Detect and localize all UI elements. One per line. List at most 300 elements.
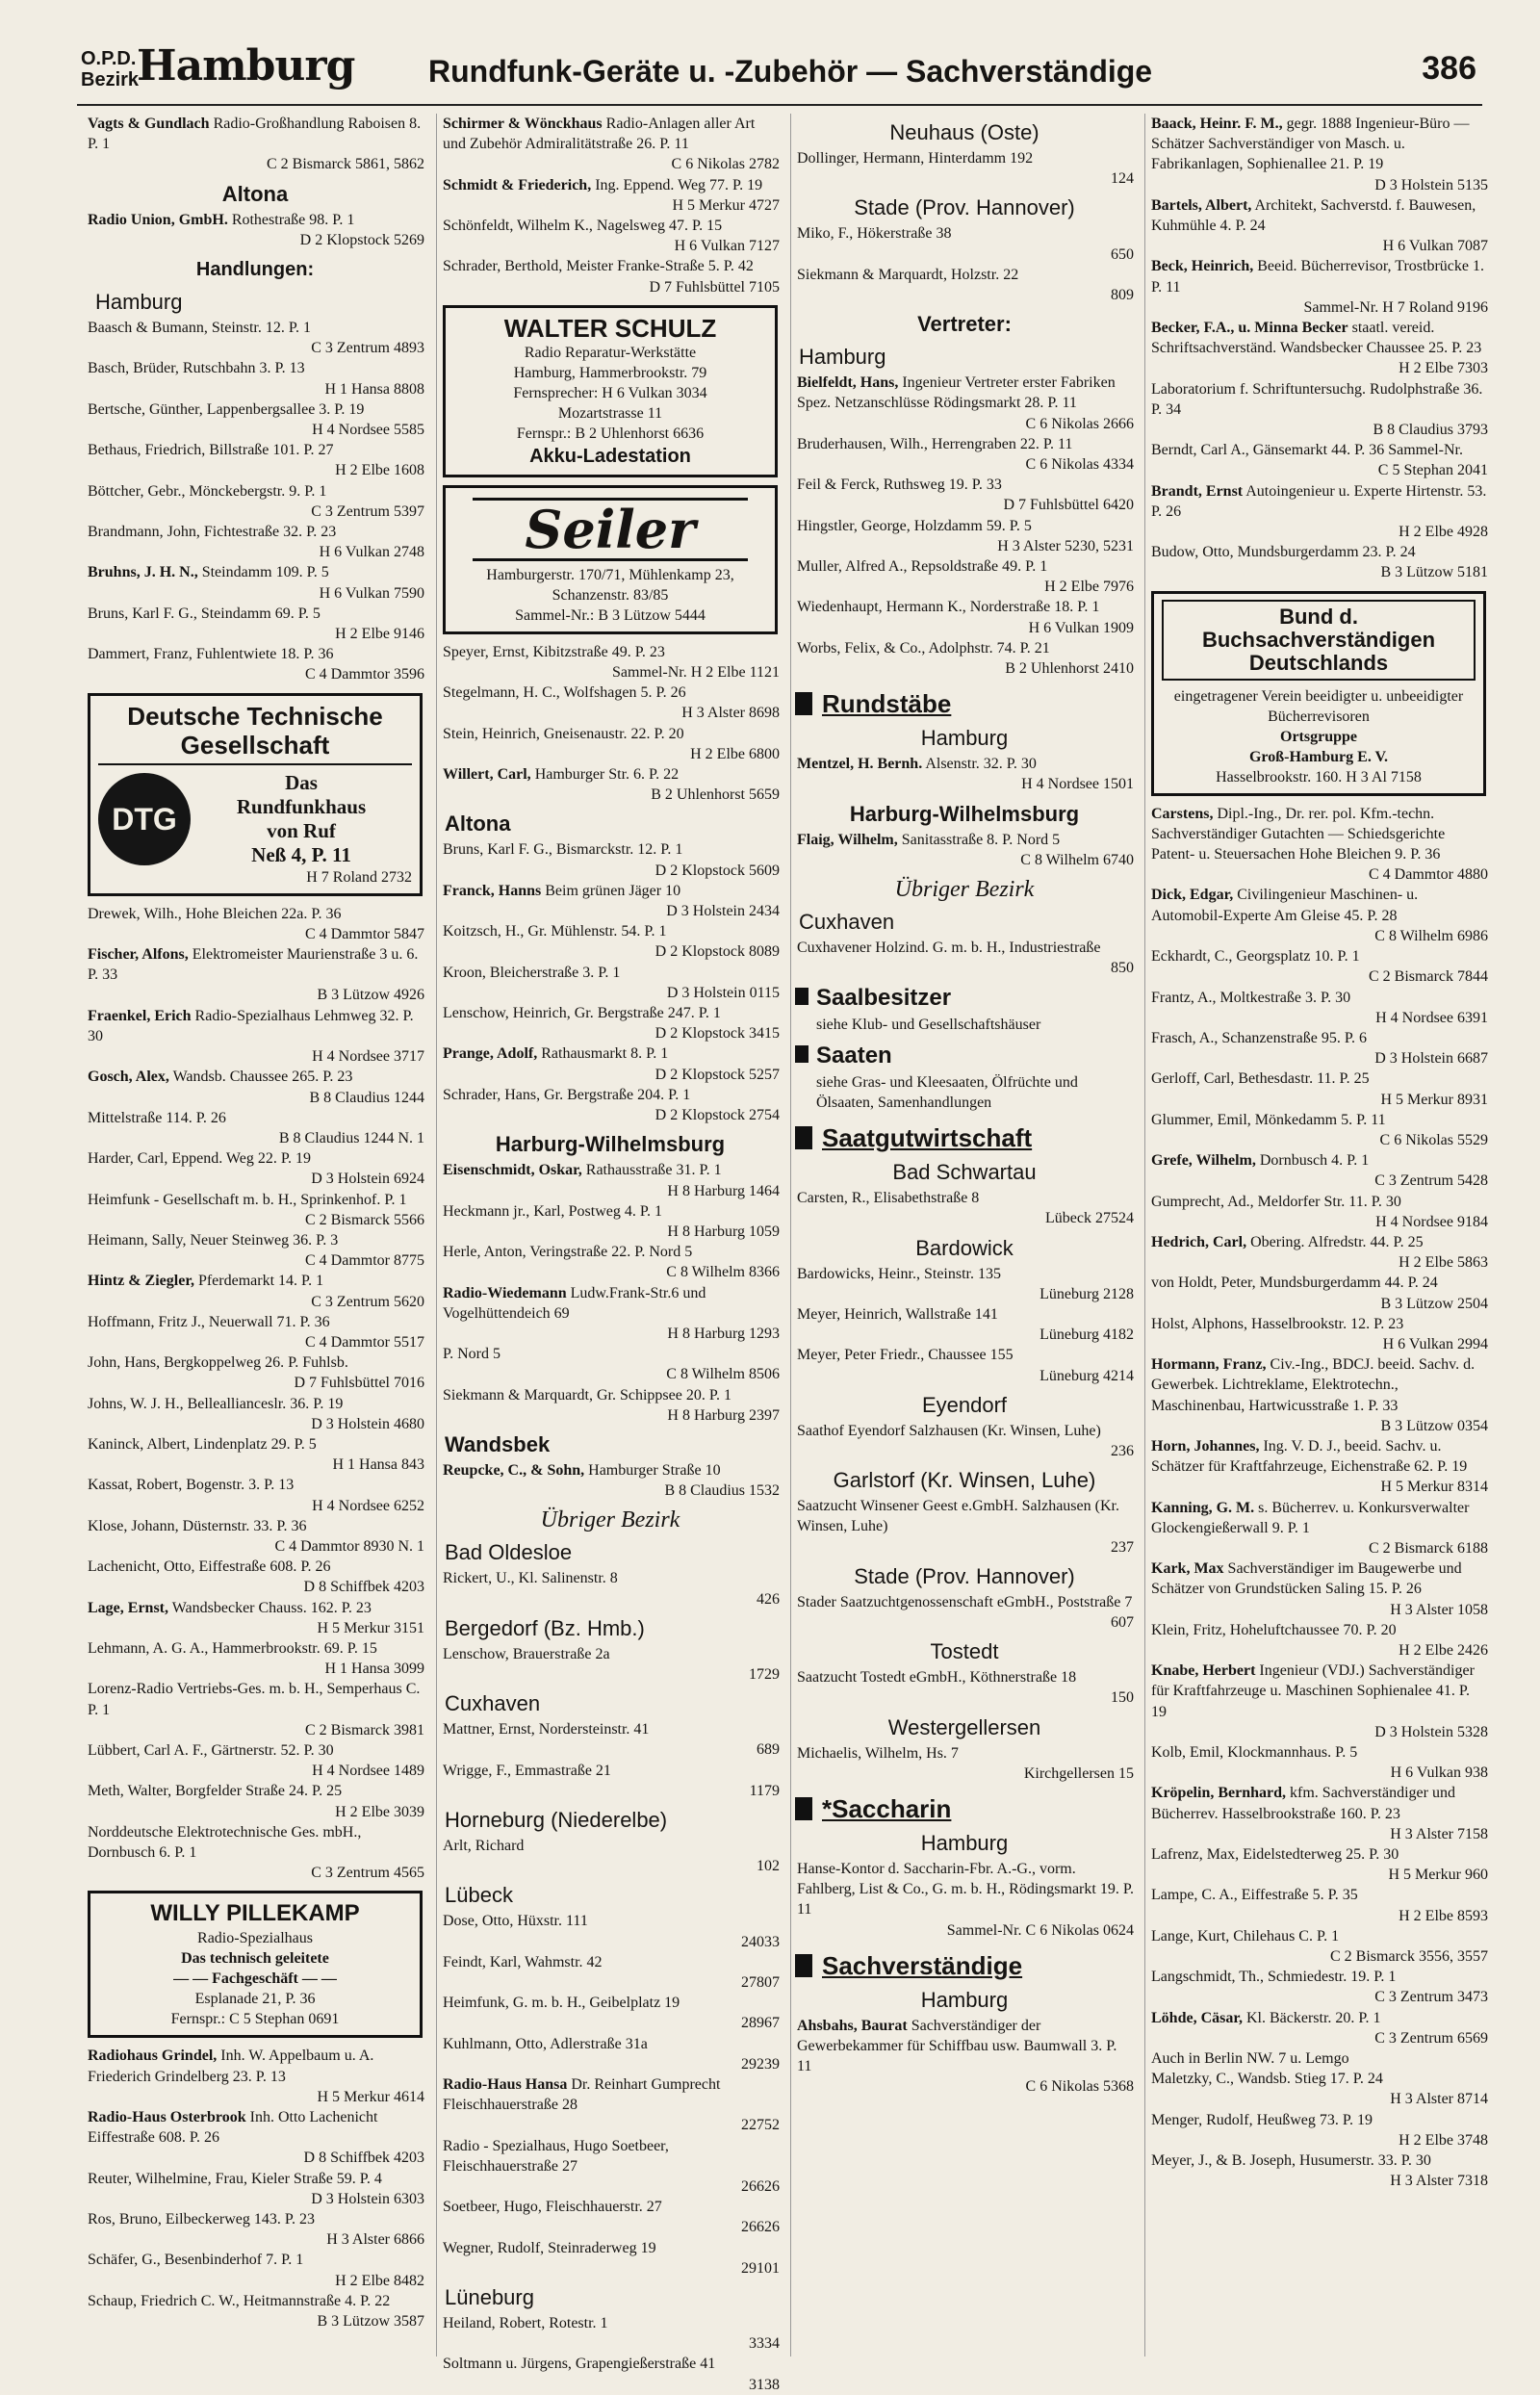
place-heading: Stade (Prov. Hannover) [854, 195, 1075, 220]
list-item [443, 1993, 780, 2033]
list-item [797, 638, 1134, 679]
advert-line: Groß-Hamburg E. V. [1248, 748, 1389, 765]
entry-phone: B 8 Claudius 1532 [664, 1482, 780, 1500]
entry-list [437, 1719, 783, 1801]
list-item [88, 318, 424, 358]
entry-text: Holst, Alphons, Hasselbrookstr. 12. P. 23 [1151, 1315, 1404, 1332]
opd-label: O.P.D. Bezirk [81, 48, 140, 90]
list-item [797, 434, 1134, 475]
list-item [1151, 1110, 1488, 1150]
entry-text: Radio-Spezialhaus Lehmweg 32. P. 30 [88, 1007, 414, 1044]
entry-text: Schrader, Berthold, Meister Franke-Straße 5. P. 42 [443, 258, 754, 275]
entry-text: Michaelis, Wilhelm, Hs. 7 [797, 1744, 959, 1762]
entry-phone: Kirchgellersen 15 [1023, 1764, 1134, 1782]
entry-phone: C 3 Zentrum 3473 [1374, 1989, 1488, 2006]
entry-phone: 29101 [741, 2259, 780, 2277]
list-item [443, 642, 780, 682]
list-item [797, 223, 1134, 264]
entry-phone: 650 [1111, 245, 1134, 263]
list-item [797, 938, 1134, 978]
entry-text: Heimfunk, G. m. b. H., Geibelplatz 19 [443, 1995, 680, 2012]
entry-phone: C 3 Zentrum 6569 [1374, 2029, 1488, 2047]
entry-phone: D 3 Holstein 4680 [311, 1415, 424, 1432]
entry-text: Rathausstraße 31. P. 1 [585, 1162, 722, 1179]
entry-text: Lachenicht, Otto, Eiffestraße 608. P. 26 [88, 1558, 331, 1576]
place-heading: Stade (Prov. Hannover) [854, 1563, 1075, 1588]
list-item [443, 1761, 780, 1801]
entry-text: Wrigge, F., Emmastraße 21 [443, 1762, 611, 1779]
advert-line: Esplanade 21, P. 36 [194, 1991, 316, 2008]
entry-phone: 3138 [749, 2376, 780, 2393]
entry-text: Klose, Johann, Düsternstr. 33. P. 36 [88, 1517, 307, 1534]
entry-slot [791, 1188, 1138, 1228]
entry-phone: Lüneburg 4182 [1040, 1326, 1134, 1344]
entry-text: John, Hans, Bergkoppelweg 26. P. Fuhlsb. [88, 1354, 348, 1372]
entry-phone: H 6 Vulkan 2748 [319, 544, 424, 561]
entry-phone: B 3 Lützow 2504 [1380, 1295, 1488, 1312]
entry-text: Obering. Alfredstr. 44. P. 25 [1250, 1233, 1424, 1250]
entry-phone: H 4 Nordsee 5585 [312, 422, 424, 439]
entry-phone: 3334 [749, 2335, 780, 2353]
list-item [443, 1911, 780, 1951]
list-item [88, 1190, 424, 1230]
entry-phone: D 3 Holstein 5328 [1374, 1723, 1488, 1740]
list-item [443, 2197, 780, 2237]
list-item [88, 2046, 424, 2107]
list-item [1151, 1967, 1488, 2007]
list-item [443, 1283, 780, 1345]
list-item [443, 1242, 780, 1282]
entry-phone: H 3 Alster 1058 [1390, 1601, 1488, 1618]
list-item [443, 839, 780, 880]
entry-phone: H 5 Merkur 8314 [1380, 1479, 1488, 1496]
entry-phone: H 5 Merkur 8931 [1380, 1091, 1488, 1108]
entry-name: Brandt, Ernst [1151, 482, 1244, 500]
entry-slot [791, 2016, 1138, 2098]
entry-slot [437, 1644, 783, 1685]
entry-phone: C 8 Wilhelm 8506 [666, 1366, 780, 1383]
entry-phone: 124 [1111, 170, 1134, 188]
list-item [1151, 1620, 1488, 1661]
entry-text: Sanitasstraße 8. P. Nord 5 [901, 831, 1061, 848]
list-item [1151, 542, 1488, 582]
entry-phone: B 3 Lützow 5181 [1380, 564, 1488, 581]
entry-text: Ros, Bruno, Eilbeckerweg 143. P. 23 [88, 2211, 315, 2228]
column-3 [790, 114, 1138, 2356]
entry-phone: Lüneburg 2128 [1040, 1285, 1134, 1302]
list-item [1151, 114, 1488, 195]
cross-reference: siehe Klub- und Gesellschaftshäuser [816, 1017, 1041, 1034]
list-item [443, 114, 780, 175]
advert-line: Rundfunkhaus [236, 794, 367, 818]
entry-slot [437, 1460, 783, 1501]
entry-slot [791, 938, 1138, 978]
entry-text: Schrader, Hans, Gr. Bergstraße 204. P. 1 [443, 1086, 691, 1103]
entry-list [437, 114, 783, 297]
entry-text: Ingenieur (VDJ.) Sachverständiger für Kraftfahrzeuge u. Maschinen Sophienalee 41. P. 19 [1151, 1662, 1475, 1720]
list-item [1151, 2069, 1488, 2109]
place-heading: Cuxhaven [799, 910, 895, 935]
entry-phone: C 4 Dammtor 8775 [305, 1252, 424, 1270]
list-item [1151, 1192, 1488, 1232]
section-marker-icon [795, 1797, 812, 1820]
entry-phone: 850 [1111, 960, 1134, 977]
entry-text: Ingenieur Vertreter erster Fabriken Spez. Netzanschlüsse Rödingsmarkt 28. P. 11 [797, 374, 1116, 412]
entry-text: Schaup, Friedrich C. W., Heitmannstraße 4. P. 22 [88, 2292, 391, 2309]
entry-text: Harder, Carl, Eppend. Weg 22. P. 19 [88, 1150, 311, 1168]
entry-text: Alsenstr. 32. P. 30 [925, 756, 1037, 773]
list-item [797, 475, 1134, 515]
entry-phone: D 2 Klopstock 5269 [299, 231, 424, 248]
advert-line: Radio Reparatur-Werkstätte [524, 344, 697, 361]
section-marker-icon [795, 692, 812, 715]
list-item [88, 1108, 424, 1148]
entry-text: Eckhardt, C., Georgsplatz 10. P. 1 [1151, 948, 1360, 966]
entry-text: Klein, Fritz, Hoheluftchaussee 70. P. 20 [1151, 1621, 1397, 1638]
list-item [1151, 885, 1488, 946]
entry-text: Pferdemarkt 14. P. 1 [197, 1273, 324, 1290]
list-item [443, 1043, 780, 1084]
entry-phone: H 2 Elbe 8593 [1399, 1907, 1488, 1924]
entry-text: Hoffmann, Fritz J., Neuerwall 71. P. 36 [88, 1313, 330, 1330]
entry-name: Franck, Hanns [443, 882, 542, 899]
entry-phone: B 3 Lützow 0354 [1380, 1417, 1488, 1434]
entry-name: Horn, Johannes, [1151, 1437, 1260, 1455]
list-item [1151, 1742, 1488, 1783]
entry-text: Kl. Bäckerstr. 20. P. 1 [1245, 2009, 1381, 2026]
entry-text: Dose, Otto, Hüxstr. 111 [443, 1913, 588, 1930]
entry-text: Johns, W. J. H., Belleallianceslr. 36. P. 19 [88, 1395, 344, 1412]
list-item [1151, 1150, 1488, 1191]
list-item [1151, 1314, 1488, 1354]
entry-list [1145, 804, 1492, 2192]
place-heading: Bardowick [915, 1235, 1014, 1260]
entry-phone: H 5 Merkur 3151 [317, 1619, 424, 1636]
entry-text: Frantz, A., Moltkestraße 3. P. 30 [1151, 989, 1351, 1006]
entry-text: Rothestraße 98. P. 1 [231, 211, 355, 228]
entry-list [82, 904, 428, 1884]
list-item [88, 1394, 424, 1434]
entry-text: Menger, Rudolf, Heußweg 73. P. 19 [1151, 2111, 1373, 2128]
entry-slot [437, 1836, 783, 1876]
entry-text: Mattner, Ernst, Nordersteinstr. 41 [443, 1721, 650, 1738]
entry-phone: C 2 Bismarck 7844 [1369, 968, 1488, 986]
entry-name: Carstens, [1151, 805, 1214, 822]
entry-text: Beim grünen Jäger 10 [545, 882, 681, 899]
entry-text: Kaninck, Albert, Lindenplatz 29. P. 5 [88, 1435, 317, 1453]
entry-phone: C 4 Dammtor 5847 [305, 925, 424, 942]
entry-text: Heimfunk - Gesellschaft m. b. H., Sprinkenhof. P. 1 [88, 1191, 407, 1208]
list-item [797, 1188, 1134, 1228]
entry-phone: C 3 Zentrum 4565 [311, 1865, 424, 1882]
list-item [797, 1743, 1134, 1784]
district-label [81, 48, 139, 90]
entry-text: Laboratorium f. Schriftuntersuchg. Rudolphstraße 36. P. 34 [1151, 380, 1483, 418]
advert-buchsachverstaendige [1151, 591, 1486, 796]
entry-text: Brandmann, John, Fichtestraße 32. P. 23 [88, 524, 337, 541]
entry-phone: C 6 Nikolas 4334 [1025, 456, 1134, 474]
entry-text: Berndt, Carl A., Gänsemarkt 44. P. 36 Sammel-Nr. [1151, 442, 1463, 459]
entry-text: Civ.-Ing., BDCJ. beeid. Sachv. d. Gewerbek. Lichtreklame, Elektrotechn., Maschinenbau, Hartwicusstraße 1. P. 33 [1151, 1356, 1476, 1414]
entry-text: Bruderhausen, Wilh., Herrengraben 22. P. 11 [797, 435, 1073, 452]
entry-text: Steindamm 109. P. 5 [201, 564, 329, 581]
entry-phone: H 4 Nordsee 6391 [1375, 1009, 1488, 1026]
list-item [88, 1781, 424, 1821]
entry-phone: 27807 [741, 1973, 780, 1991]
entry-text: Dr. Reinhart Gumprecht Fleischhauerstraße 28 [443, 2076, 721, 2114]
cross-reference: siehe Gras- und Kleesaaten, Ölfrüchte und Ölsaaten, Samenhandlungen [816, 1073, 1078, 1111]
entry-slot [791, 1421, 1138, 1461]
entry-text: s. Bücherrev. u. Konkursverwalter Glockengießerwall 9. P. 1 [1151, 1499, 1470, 1536]
entry-phone: H 2 Elbe 6800 [690, 745, 780, 762]
entry-phone: Sammel-Nr. H 2 Elbe 1121 [611, 664, 780, 682]
entry-phone: H 2 Elbe 7976 [1044, 579, 1134, 596]
entry-phone: C 2 Bismarck 6188 [1369, 1539, 1488, 1557]
list-item [443, 175, 780, 216]
entry-text: Siekmann & Marquardt, Holzstr. 22 [797, 266, 1019, 283]
section-saatgutwirtschaft [795, 1122, 1138, 1153]
section-rundstaebe [795, 688, 1138, 719]
entry-text: Gerloff, Carl, Bethesdastr. 11. P. 25 [1151, 1070, 1370, 1088]
list-item [797, 516, 1134, 556]
entry-text: Bethaus, Friedrich, Billstraße 101. P. 27 [88, 442, 334, 459]
advert-body [98, 771, 412, 867]
entry-text: Budow, Otto, Mundsburgerdamm 23. P. 24 [1151, 544, 1416, 561]
advert-walter-schulz [443, 305, 778, 477]
list-item [88, 1638, 424, 1679]
list-item [443, 1952, 780, 1993]
place-heading: Bergedorf (Bz. Hmb.) [445, 1615, 645, 1640]
entry-text: Meyer, J., & B. Joseph, Husumerstr. 33. P. 30 [1151, 2152, 1431, 2170]
entry-phone: Sammel-Nr. H 7 Roland 9196 [1303, 298, 1488, 316]
list-item [88, 1679, 424, 1740]
advert-title: Bund d. Buchsachverständigen Deutschlands [1162, 600, 1476, 681]
entry-text: Meyer, Heinrich, Wallstraße 141 [797, 1305, 998, 1323]
list-item [88, 2291, 424, 2331]
entry-text: Soltmann u. Jürgens, Grapengießerstraße 41 [443, 2356, 716, 2373]
place-heading: Hamburg [799, 345, 886, 370]
entry-text: Schäfer, G., Besenbinderhof 7. P. 1 [88, 2252, 304, 2269]
place-heading: Altona [221, 181, 289, 206]
list-item [88, 1352, 424, 1393]
list-item [443, 256, 780, 296]
entry-text: kfm. Sachverständiger und Bücherrev. Hasselbrookstraße 160. P. 23 [1151, 1785, 1455, 1822]
entry-text: Baasch & Bumann, Steinstr. 12. P. 1 [88, 320, 311, 337]
entry-name: Bruhns, J. H. N., [88, 564, 198, 581]
entry-text: Heimann, Sally, Neuer Steinweg 36. P. 3 [88, 1231, 339, 1249]
entry-phone: 26626 [741, 2219, 780, 2236]
entry-text: Auch in Berlin NW. 7 u. Lemgo [1151, 2050, 1349, 2068]
section-saalbesitzer [795, 984, 1138, 1013]
list-item [88, 1271, 424, 1311]
entry-text: Meyer, Peter Friedr., Chaussee 155 [797, 1347, 1014, 1364]
entry-text: Ing. Eppend. Weg 77. P. 19 [595, 176, 763, 193]
entry-phone: C 2 Bismarck 3981 [305, 1721, 424, 1738]
entry-text: Böttcher, Gebr., Mönckebergstr. 9. P. 1 [88, 482, 327, 500]
page-header [77, 37, 1482, 106]
entry-phone: H 6 Vulkan 7087 [1382, 238, 1488, 255]
entry-text: Rathausmarkt 8. P. 1 [541, 1045, 669, 1063]
list-item [88, 644, 424, 684]
list-item [1151, 1498, 1488, 1559]
list-item [443, 1344, 780, 1384]
entry-phone: D 2 Klopstock 5257 [654, 1066, 780, 1083]
page-number: 386 [1422, 50, 1476, 87]
place-heading: Lübeck [445, 1883, 513, 1908]
entry-phone: H 6 Vulkan 2994 [1382, 1335, 1488, 1352]
entry-name: Radio-Haus Hansa [443, 2076, 568, 2093]
entry-phone: 236 [1111, 1442, 1134, 1459]
place-heading: Tostedt [930, 1639, 999, 1664]
entry-text: Bardowicks, Heinr., Steinstr. 135 [797, 1265, 1001, 1282]
entry-name: Bielfeldt, Hans, [797, 374, 899, 392]
place-heading: Hamburg [920, 726, 1009, 751]
advert-line: Hasselbrookstr. 160. H 3 Al 7158 [1216, 768, 1422, 785]
list-item [1151, 195, 1488, 257]
entry-name: Vagts & Gundlach [88, 116, 210, 132]
entry-name: Willert, Carl, [443, 766, 531, 784]
entry-list [437, 1160, 783, 1426]
entry-phone: 1179 [749, 1782, 780, 1799]
list-item [88, 2169, 424, 2209]
entry-phone: B 8 Claudius 3793 [1373, 422, 1488, 439]
advert-line: Sammel-Nr.: B 3 Lützow 5444 [515, 606, 706, 624]
entry-phone: D 8 Schiffbek 4203 [303, 2150, 424, 2167]
advert-line: von Ruf [267, 818, 336, 842]
entry-phone: Lüneburg 4214 [1040, 1367, 1134, 1384]
entry-text: Ing. V. D. J., beeid. Sachv. u. Schätzer für Kraftfahrzeuge, Eichenstraße 62. P. 19 [1151, 1437, 1468, 1476]
entry-phone: C 5 Stephan 2041 [1377, 462, 1488, 479]
entry-phone: 150 [1111, 1689, 1134, 1707]
entry-text: Hanse-Kontor d. Saccharin-Fbr. A.-G., vorm. Fahlberg, List & Co., G. m. b. H., Rödingsmarkt 19. P. 11 [797, 1860, 1134, 1919]
entry-phone: 426 [757, 1590, 780, 1608]
list-item [1151, 1926, 1488, 1967]
entry-name: Lage, Ernst, [88, 1599, 168, 1616]
entry-phone: D 7 Fuhlsbüttel 7105 [649, 278, 780, 296]
entry-name: Hintz & Ziegler, [88, 1273, 194, 1290]
entry-text: Radio-Großhandlung Raboisen 8. P. 1 [88, 116, 422, 153]
advert-line: Das technisch geleitete [181, 1950, 329, 1968]
entry-phone: C 3 Zentrum 5397 [311, 502, 424, 520]
entry-text: Frasch, A., Schanzenstraße 95. P. 6 [1151, 1029, 1367, 1046]
entry-name: Hormann, Franz, [1151, 1356, 1267, 1374]
place-heading: Hamburg [95, 290, 183, 315]
advert-title: WALTER SCHULZ [503, 313, 717, 343]
entry-slot [791, 1667, 1138, 1708]
entry-phone: C 3 Zentrum 5428 [1374, 1172, 1488, 1190]
region-heading: Übriger Bezirk [894, 877, 1035, 903]
entry-name: Gosch, Alex, [88, 1069, 169, 1086]
list-item [443, 1085, 780, 1125]
entry-text: Schönfeldt, Wilhelm K., Nagelsweg 47. P. 15 [443, 218, 723, 235]
entry-list [437, 2313, 783, 2395]
list-item [1151, 1661, 1488, 1742]
list-item [443, 1644, 780, 1685]
region-heading: Übriger Bezirk [540, 1507, 680, 1533]
entry-name: Eisenschmidt, Oskar, [443, 1162, 582, 1179]
entry-text: Sachverständiger im Baugewerbe und Schätzer von Grundstücken Saling 15. P. 26 [1151, 1560, 1462, 1598]
entry-name: Prange, Adolf, [443, 1045, 538, 1063]
list-item [443, 216, 780, 256]
section-title: *Saccharin [822, 1793, 952, 1823]
entry-phone: H 2 Elbe 8482 [335, 2272, 424, 2289]
entry-phone: Sammel-Nr. C 6 Nikolas 0624 [946, 1921, 1134, 1939]
entry-phone: H 5 Merkur 960 [1388, 1867, 1488, 1884]
list-item [797, 148, 1134, 189]
entry-phone: H 8 Harburg 1293 [667, 1325, 780, 1342]
entry-text: Wandsb. Chaussee 265. P. 23 [172, 1069, 353, 1086]
advert-text [191, 771, 412, 867]
entry-text: Speyer, Ernst, Kibitzstraße 49. P. 23 [443, 643, 665, 660]
list-item [443, 1385, 780, 1426]
list-item [1151, 2048, 1488, 2069]
entry-phone: C 4 Dammtor 8930 N. 1 [274, 1537, 424, 1555]
advert-title: Deutsche Technische Gesellschaft [98, 702, 412, 765]
list-item [443, 2354, 780, 2394]
entry-phone: C 6 Nikolas 5368 [1025, 2078, 1134, 2096]
advert-line: Mozartstrasse 11 [557, 404, 663, 422]
list-item [443, 881, 780, 921]
list-item [88, 481, 424, 522]
entry-list [791, 1264, 1138, 1386]
list-item [88, 2107, 424, 2169]
list-item [1151, 379, 1488, 441]
entry-text: Rickert, U., Kl. Salinenstr. 8 [443, 1570, 618, 1587]
entry-text: Feil & Ferck, Ruthsweg 19. P. 33 [797, 476, 1002, 494]
advert-line: Akku-Ladestation [529, 445, 691, 467]
list-item [88, 1740, 424, 1781]
list-item [797, 754, 1134, 794]
list-item [797, 830, 1134, 870]
place-heading: Wandsbek [445, 1431, 551, 1456]
entry-phone: B 3 Lützow 4926 [317, 987, 424, 1004]
entry-phone: Lübeck 27524 [1045, 1210, 1134, 1227]
list-item [88, 1557, 424, 1597]
entry-text: Drewek, Wilh., Hohe Bleichen 22a. P. 36 [88, 905, 342, 922]
place-heading: Hamburg [920, 1830, 1009, 1855]
entry-list [82, 114, 428, 175]
entry-text: Heckmann jr., Karl, Postweg 4. P. 1 [443, 1202, 662, 1220]
entry-name: Schirmer & Wönckhaus [443, 116, 603, 132]
list-item [1151, 1028, 1488, 1069]
entry-phone: C 8 Wilhelm 6986 [1374, 927, 1488, 944]
entry-phone: H 3 Alster 8698 [681, 705, 780, 722]
entry-text: Bruns, Karl F. G., Steindamm 69. P. 5 [88, 605, 321, 622]
place-heading: Horneburg (Niederelbe) [445, 1807, 668, 1832]
section-title: Saatgutwirtschaft [822, 1123, 1033, 1153]
advert-line: Fernspr.: C 5 Stephan 0691 [170, 2011, 340, 2028]
entry-phone: C 8 Wilhelm 8366 [666, 1264, 780, 1281]
entry-phone: C 4 Dammtor 5517 [305, 1333, 424, 1351]
list-item [88, 1006, 424, 1068]
entry-phone: H 2 Elbe 9146 [335, 626, 424, 643]
entry-phone: C 6 Nikolas 2782 [671, 156, 780, 173]
list-item [1151, 2150, 1488, 2191]
entry-phone: 26626 [741, 2178, 780, 2196]
entry-name: Löhde, Cäsar, [1151, 2009, 1243, 2026]
entry-name: Becker, F.A., u. Minna Becker [1151, 320, 1348, 337]
entry-slot [791, 148, 1138, 189]
entry-phone: H 1 Hansa 843 [332, 1456, 424, 1474]
list-item [797, 556, 1134, 597]
list-item [1151, 1783, 1488, 1844]
entry-phone: D 3 Holstein 5135 [1374, 176, 1488, 193]
place-heading: Altona [445, 811, 511, 837]
entry-name: Bartels, Albert, [1151, 196, 1252, 214]
entry-text: Reuter, Wilhelmine, Frau, Kieler Straße 59. P. 4 [88, 2170, 382, 2187]
place-heading: Harburg-Wilhelmsburg [849, 801, 1080, 826]
entry-phone: H 3 Alster 8714 [1390, 2091, 1488, 2108]
